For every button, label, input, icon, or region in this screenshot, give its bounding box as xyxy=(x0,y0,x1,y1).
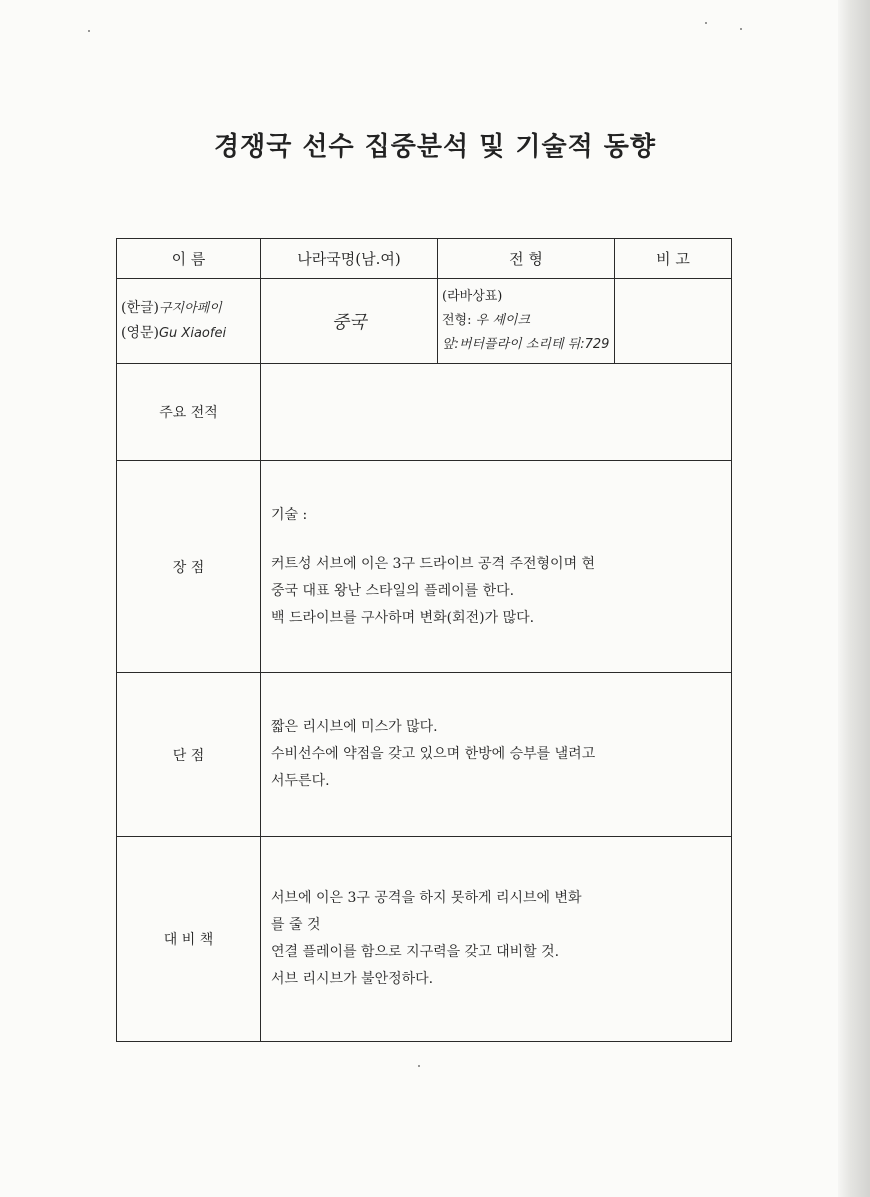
scan-speck xyxy=(418,1065,420,1067)
countermeasures-content xyxy=(261,837,732,1042)
note-cell xyxy=(615,279,732,364)
weaknesses-line: 짧은 리시브에 미스가 많다. xyxy=(271,719,438,735)
weaknesses-line: 수비선수에 약점을 갖고 있으며 한방에 승부를 낼려고 xyxy=(271,746,596,762)
style-label: 전형: xyxy=(442,313,472,328)
weaknesses-line: 서두른다. xyxy=(271,773,330,789)
english-name: Gu Xiaofei xyxy=(158,326,227,341)
record-row xyxy=(117,364,732,461)
rubber-detail: 앞:버터플라이 소리테 뒤:729 xyxy=(442,337,610,352)
weaknesses-row xyxy=(117,673,732,837)
countermeasures-line: 를 줄 것 xyxy=(271,917,321,933)
korean-name: 구지아페이 xyxy=(158,301,222,316)
english-label: (영문) xyxy=(121,325,159,341)
style-cell xyxy=(438,279,615,364)
scan-speck xyxy=(88,30,90,32)
countermeasures-line: 서브에 이은 3구 공격을 하지 못하게 리시브에 변화 xyxy=(271,890,582,906)
player-info-row xyxy=(117,279,732,364)
page-title: 경쟁국 선수 집중분석 및 기술적 동향 xyxy=(214,132,656,162)
korean-label: (한글) xyxy=(121,300,159,316)
country-cell xyxy=(261,279,438,364)
style-value: 우 셰이크 xyxy=(475,313,531,328)
strengths-line: 백 드라이브를 구사하며 변화(회전)가 많다. xyxy=(271,609,535,626)
style-line xyxy=(442,309,614,333)
countermeasures-label: 대 비 책 xyxy=(117,837,261,1042)
scan-edge-shadow xyxy=(838,0,870,1197)
record-label: 주요 전적 xyxy=(117,364,261,461)
country-value: 중국 xyxy=(331,312,367,333)
strengths-heading: 기술 : xyxy=(271,506,308,523)
blank-line xyxy=(271,529,725,551)
countermeasures-line: 서브 리시브가 불안정하다. xyxy=(271,971,434,987)
scan-speck xyxy=(740,28,742,30)
countermeasures-line: 연결 플레이를 함으로 지구력을 갖고 대비할 것. xyxy=(271,944,560,960)
scan-speck xyxy=(705,22,707,24)
rubber-label: (라바상표) xyxy=(442,289,503,304)
weaknesses-label: 단 점 xyxy=(117,673,261,837)
strengths-line: 커트성 서브에 이은 3구 드라이브 공격 주전형이며 현 xyxy=(271,555,596,572)
player-name-cell xyxy=(117,279,261,364)
weaknesses-content xyxy=(261,673,732,837)
strengths-row xyxy=(117,461,732,673)
header-note: 비 고 xyxy=(615,239,732,279)
korean-name-line xyxy=(121,296,260,321)
strengths-label: 장 점 xyxy=(117,461,261,673)
header-country: 나라국명(남.여) xyxy=(261,239,438,279)
record-content xyxy=(261,364,732,461)
countermeasures-row xyxy=(117,837,732,1042)
analysis-form-table xyxy=(116,238,732,1042)
header-row xyxy=(117,239,732,279)
header-style: 전 형 xyxy=(438,239,615,279)
header-name: 이 름 xyxy=(117,239,261,279)
strengths-content xyxy=(261,461,732,673)
strengths-line: 중국 대표 왕난 스타일의 플레이를 한다. xyxy=(271,582,515,599)
english-name-line xyxy=(121,321,260,346)
